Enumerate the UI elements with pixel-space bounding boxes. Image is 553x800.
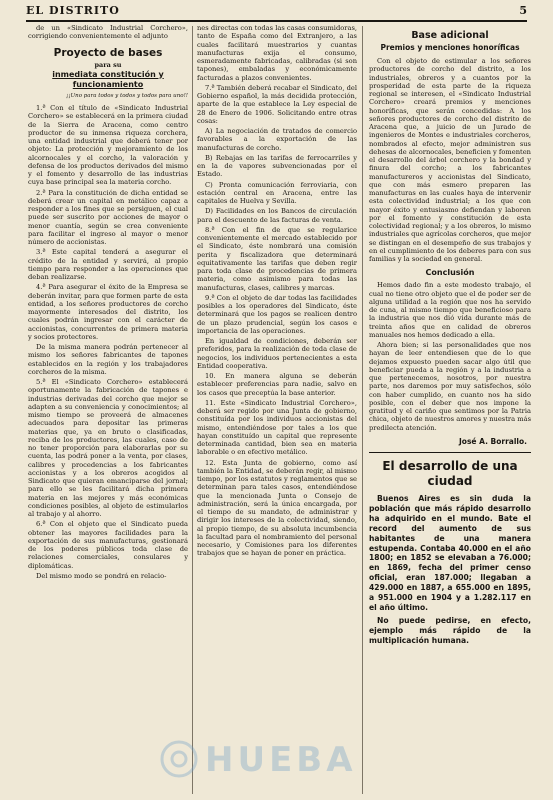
base-paragraph: 6.ª Con el objeto que el Sindicato pueda obtener las mayores facilidades para la exportación de sus manufacturas, gestionará de los poderes públicos toda clase de relaciones comerciales, consulares y diplomáticas.: [28, 520, 188, 570]
base-paragraph: De la misma manera podrán pertenecer al mismo los señores fabricantes de tapones establecidos en la región y los trabajadores corcheros de la misma.: [28, 343, 188, 376]
section-paragraph: Con el objeto de estimular a los señores productores de corcho del distrito, a los industriales, obreros y a cuantos por la prosperidad de esta parte de la riqueza regional se interesen, el «Sindicato Industrial Corchero» creará premios y menciones honoríficas, que serán concedidas: A los señores productores de corcho del distrito de Aracena que, a juicio de un Jurado de ingenieros de Montes e industriales corcheros, nombrados al efecto, mejor administren sus dehesas de alcornocales, beneficien y fomenten el desarrollo del árbol corchero y la bondad y finura del corcho; a los fabricantes manufactureros y accionistas del Sindicato, que con más esmero preparen las manufacturas en las cuales haya de intervenir esta colectividad industrial; a los que con mayor éxito y entusiasmo defiendan y laboren por el fomento y constitución de esta colectividad regional; y a los obreros, lo mismo industriales que agrícolas corcheros, que mejor se distingan en el desempeño de sus trabajos y en el cumplimiento de los deberes para con sus familias y la sociedad en general.: [369, 57, 532, 263]
base-paragraph: Del mismo modo se pondrá en relacio-: [36, 571, 167, 580]
author-signature: José A. Borrallo.: [459, 436, 527, 446]
base-paragraph: 9.ª Con el objeto de dar todas las facilidades posibles a los operadores del Sindicato, éste determinará que los pagos se realicen dentro de un plazo prudencial, según los casos e importancia de las operaciones.: [197, 293, 357, 335]
section-title: Base adicional: [411, 30, 489, 41]
conclusion-title: Conclusión: [425, 268, 475, 278]
article-paragraph: No puede pedirse, en efecto, ejemplo más rápido de la multiplicación humana.: [369, 615, 531, 645]
column-divider: [362, 26, 363, 794]
article-title: El desarrollo de una ciudad: [382, 459, 518, 488]
base-paragraph: B) Rebajas en las tarifas de ferrocarriles y en la de vapores subvencionadas por el Estado.: [197, 153, 357, 179]
header-rule: [26, 20, 527, 22]
base-paragraph: 1.ª Con el título de «Sindicato Industrial Corchero» se establecerá en la primera ciudad de la Sierra de Aracena, como centro productor de su inmensa riqueza corchera, una entidad industrial que deberá tener por objeto: La protección y mejoramiento de los alcornocales y el corcho, la valoración y defensa de los productos derivados del mismo y el fomento y desarrollo de las industrias cuya base principal sea la materia corcho.: [28, 104, 188, 187]
base-paragraph: 7.ª También deberá recabar el Sindicato, del Gobierno español, la más decidida protección, aparte de la que establece la Ley especial de 28 de Enero de 1906. Solicitando entre otras cosas:: [197, 83, 357, 125]
base-paragraph: 2.ª Para la constitución de dicha entidad se deberá crear un capital en metálico capaz a responder a los fines que se persiguen, el cual puede ser suscrito por acciones de mayor o menor cuantía, según se crea conveniente para facilitar el ingreso al mayor o menor número de accionistas.: [28, 188, 188, 246]
page-header: [26, 4, 527, 20]
article-subtitle: inmediata constitución y funcionamiento: [52, 69, 164, 89]
page-number: 5: [519, 4, 527, 17]
column-right: [369, 24, 531, 649]
article-paragraph: Buenos Aires es sin duda la población que más rápido desarrollo ha adquirido en el mundo. Bate el record del aumento de sus habitantes de una manera estupenda. Contaba 40.000 en el año 1800; en 1852 se elevaban a 76.000; en 1869, fecha del primer censo oficial, eran 187.000; llegaban a 429.000 en 1887, a 655.000 en 1895, a 951.000 en 1904 y a 1.282.117 en el año último.: [369, 494, 531, 612]
column-left: [28, 24, 188, 582]
newspaper-title: EL DISTRITO: [26, 4, 120, 17]
base-paragraph: 11. Este «Sindicato Industrial Corchero», deberá ser regido por una Junta de gobierno, constituída por los individuos accionistas del mismo, entendiéndose por tales a los que hayan constituído un capital que represente determinada cantidad, bien sea en materia laborable o en efectivo metálico.: [197, 398, 357, 457]
base-paragraph: 4.ª Para asegurar el éxito de la Empresa se deberán invitar, para que formen parte de esta entidad, a los señores productores de corcho mayormente interesados del distrito, los cuales podrán ingresar con el carácter de accionistas, concurrentes de primera materia y socios protectores.: [28, 283, 188, 341]
article-title: Proyecto de bases: [53, 46, 163, 59]
article-title-connector: para su: [94, 60, 122, 69]
article-body: [369, 494, 531, 646]
base-paragraph: 10. En manera alguna se deberán establecer preferencias para nadie, salvo en los casos que preceptúa la base anterior.: [197, 372, 357, 397]
base-paragraph: En igualdad de condiciones, deberán ser preferidos, para la realización de toda clase de negocios, los individuos pertenecientes a esta Entidad cooperativa.: [197, 337, 357, 370]
base-paragraph: nes directas con todas las casas consumidoras, tanto de España como del Extranjero, a las cuales facilitará muestrarios y cuantas manufacturas exija el consumo, esmeradamente fabricadas, calibradas (si son tapones), embaladas y económicamente facturadas a plazos convenientes.: [197, 24, 357, 82]
article-separator: [369, 452, 531, 453]
column-divider: [192, 26, 193, 794]
section-paragraph: Ahora bien; si las personalidades que nos hayan de leer entendiesen que de lo que dejamos expuesto pueden sacar algo útil que beneficiar pueda a la región y a la industria a que pertenecemos, nosotros, por nuestra parte, nos daremos por muy satisfechos, sólo con haber cumplido, en cuanto nos ha sido posible, con el deber que nos impone la gratitud y el cariño que sentimos por la Patria chica, objeto de nuestros amores y nuestra más predilecta atención.: [369, 341, 531, 432]
watermark-text: HUEBA: [204, 740, 357, 780]
base-paragraph: D) Facilidades en los Bancos de circulación para el descuento de las facturas de venta.: [197, 207, 357, 224]
base-paragraph: 3.ª Este capital tenderá a asegurar el crédito de la entidad y servirá, al propio tiempo para responder a las operaciones que deban realizarse.: [28, 248, 188, 281]
base-paragraph: 8.ª Con el fin de que se regularice convenientemente el mercado establecido por el Sindicato, éste nombrará una comisión perita y fiscalizadora que determinará equitativamente las tarifas que deben regir para toda clase de procedencias de primera materia, como asimismo para todas las manufacturas, clases, calibres y marcas.: [197, 225, 357, 292]
base-paragraph: 5.ª El «Sindicato Corchero» establecerá oportunamente la fabricación de tapones e industrias derivadas del corcho que mejor se adapten a su conveniencia y conocimientos; al mismo tiempo se proveerá de almacenes adecuados para depositar las primeras materias que, ya en bruto o clasificadas, reciba de los productores, las cuales, caso de no tener proporción para elaborarlas por su cuenta, las podrá poner a la venta, por clases, calibres y procedencias a los fabricantes accionistas y a los obreros acogidos al Sindicato que quieran emanciparse del jornal; para ello se les facilitará dicha primera materia en las mejores y más económicas condiciones posibles, al objeto de estimularlos al trabajo y al ahorro.: [28, 378, 188, 518]
section-subtitle: Premios y menciones honoríficas: [380, 43, 520, 52]
article-motto: ¡¡Uno para todos y todos y todos para uno!!: [66, 92, 188, 99]
section-paragraph: Hemos dado fin a este modesto trabajo, el cual no tiene otro objeto que el de poder ser de alguna utilidad a la región que nos ha servido de cuna, al mismo tiempo que beneficioso para la industria que nos dió vida durante más de treinta años que en calidad de obreros manuales nos hemos dedicado a ella.: [369, 281, 531, 339]
base-paragraph: C) Pronta comunicación ferroviaria, con estación central en Aracena, entre las capitales de Huelva y Sevilla.: [197, 180, 357, 205]
base-paragraph: A) La negociación de tratados de comercio favorables a la exportación de las manufacturas de corcho.: [197, 127, 357, 152]
column-middle: [197, 24, 357, 560]
intro-paragraph: de un «Sindicato Industrial Corchero», corrigiendo convenientemente el adjunto: [28, 24, 188, 41]
library-watermark: [157, 737, 397, 781]
base-paragraph: 12. Esta Junta de gobierno, como así también la Entidad, se deberán regir, al mismo tiempo, por los estatutos y reglamentos que se determinan para tales casos, entendiéndose que la mencionada Junta o Consejo de administración, será la única encargada, por el tiempo de su mandato, de administrar y dirigir los intereses de la colectividad, siendo, al propio tiempo, de su absoluta incumbencia la facultad para el nombramiento del personal necesario, y Comisiones para los diferentes trabajos que se hayan de poner en práctica.: [197, 458, 357, 558]
